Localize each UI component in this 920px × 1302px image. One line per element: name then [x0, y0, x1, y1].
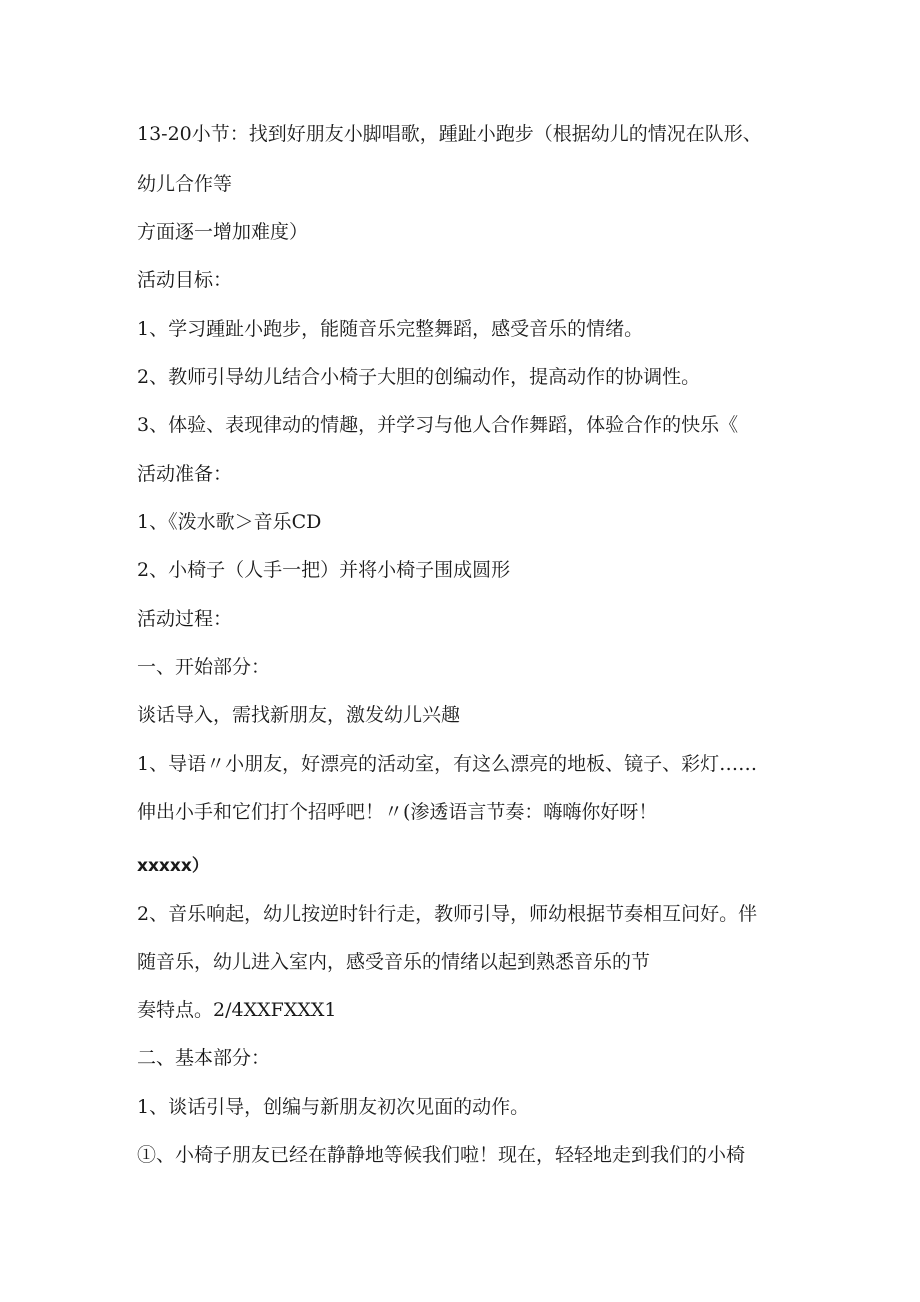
text-line: 伸出小手和它们打个招呼吧！〃(渗透语言节奏：嗨嗨你好呀！ — [137, 801, 658, 823]
section-heading-objectives: 活动目标： — [137, 269, 233, 291]
text-line: 谈话导入，需找新朋友，激发幼儿兴趣 — [137, 704, 461, 726]
text-line: 1、学习踵趾小跑步，能随音乐完整舞蹈，感受音乐的情绪。 — [137, 318, 644, 340]
section-heading-preparation: 活动准备： — [137, 463, 233, 485]
text-line: ①、小椅子朋友已经在静静地等候我们啦！现在，轻轻地走到我们的小椅 — [137, 1144, 746, 1166]
text-line: 1、谈话引导，创编与新朋友初次见面的动作。 — [137, 1096, 530, 1118]
section-heading-basic: 二、基本部分： — [137, 1047, 271, 1069]
text-line: 奏特点。2/4XXFXXX1 — [137, 999, 337, 1021]
text-line: 一、开始部分： — [137, 656, 271, 678]
text-line: 13-20小节：找到好朋友小脚唱歌，踵趾小跑步（根据幼儿的情况在队形、 — [137, 123, 762, 145]
text-line: 1、《泼水歌＞音乐CD — [137, 511, 322, 533]
text-line: 2、小椅子（人手一把）并将小椅子围成圆形 — [137, 559, 511, 581]
text-line: xxxxx） — [137, 856, 209, 876]
text-line: 随音乐，幼儿进入室内，感受音乐的情绪以起到熟悉音乐的节 — [137, 951, 651, 973]
text-line: 1、导语〃小朋友，好漂亮的活动室，有这么漂亮的地板、镜子、彩灯…… — [137, 753, 758, 775]
text-line: 2、教师引导幼儿结合小椅子大胆的创编动作，提高动作的协调性。 — [137, 366, 701, 388]
text-line: 3、体验、表现律动的情趣，并学习与他人合作舞蹈，体验合作的快乐《 — [137, 414, 739, 436]
text-line: 方面逐一增加难度） — [137, 221, 309, 243]
text-line: 幼儿合作等 — [137, 173, 233, 195]
text-line: 2、音乐响起，幼儿按逆时针行走，教师引导，师幼根据节奏相互问好。伴 — [137, 903, 758, 925]
section-heading-process: 活动过程： — [137, 608, 233, 630]
